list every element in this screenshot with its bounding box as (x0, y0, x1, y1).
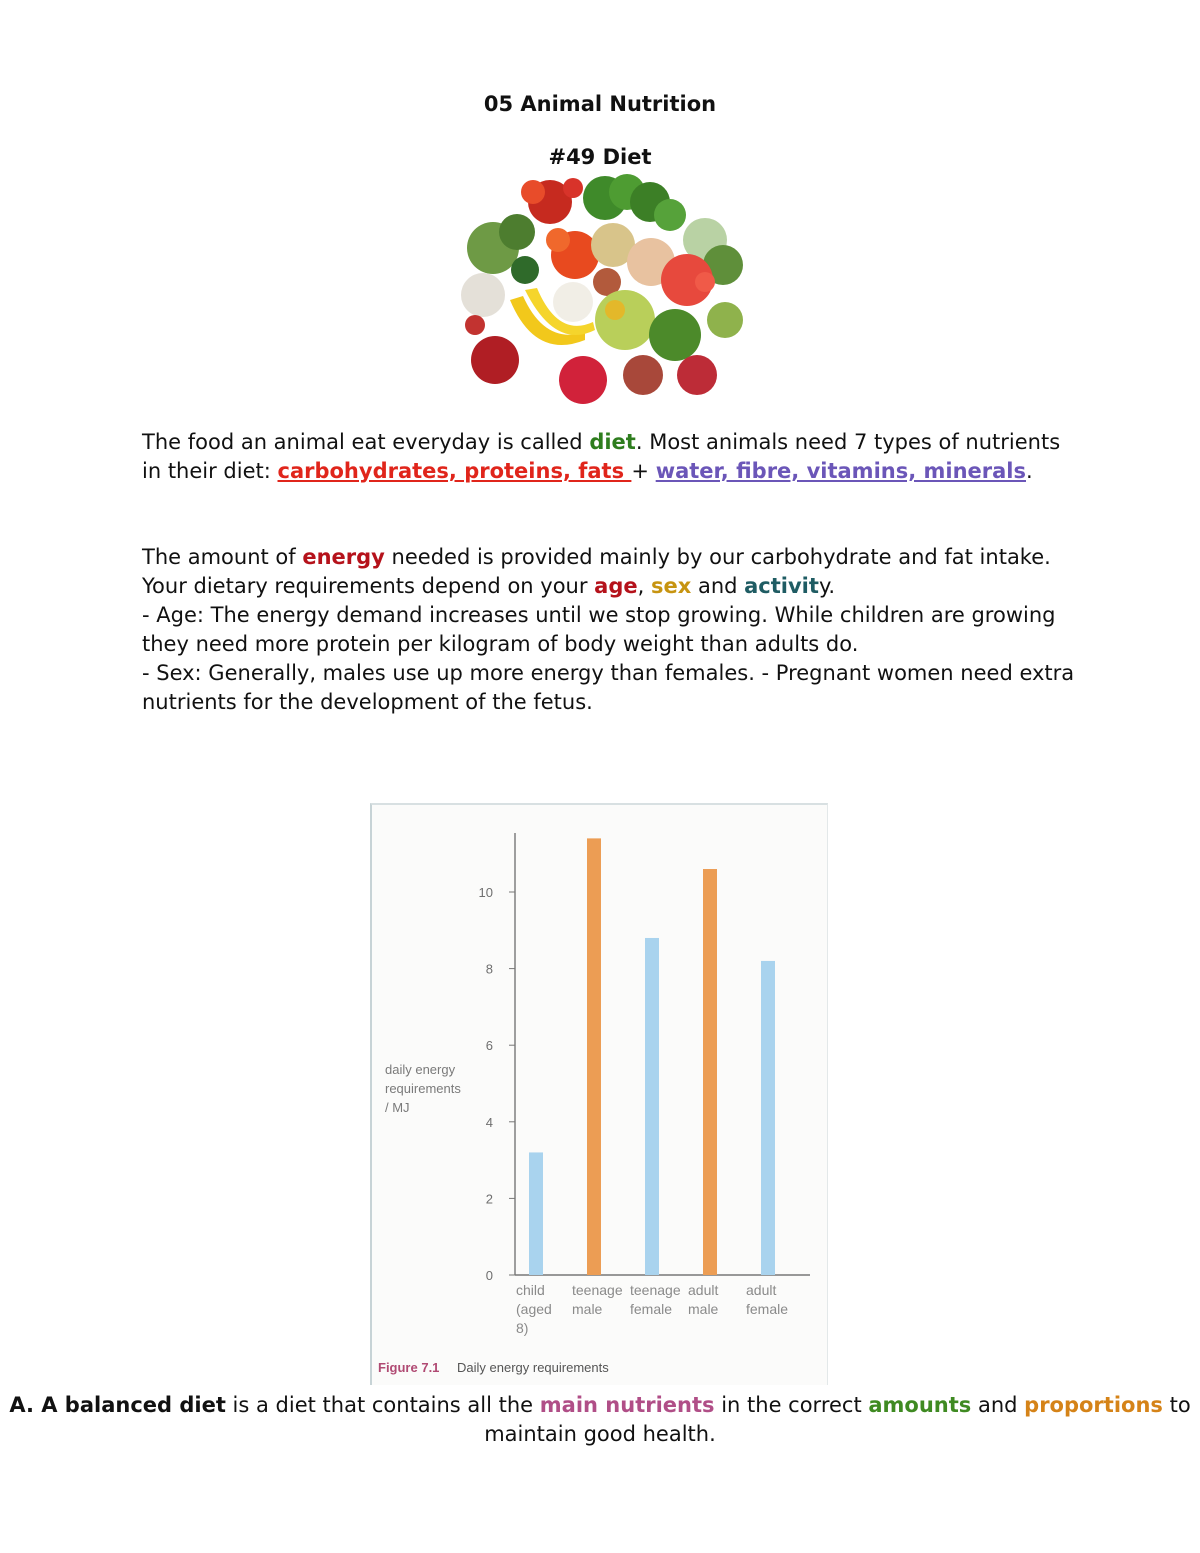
term-energy: energy (302, 545, 385, 569)
food-bowls-illustration (455, 170, 750, 422)
energy-text: The amount of (142, 545, 303, 569)
activity-end: y. (818, 574, 836, 598)
sex-line: - Sex: Generally, males use up more energy than females. - Pregnant women need extra nutrients for the development of the fetus. (142, 661, 1075, 714)
y-tick-label: 4 (485, 1114, 493, 1130)
figure-caption-text: Daily energy requirements (457, 1360, 609, 1375)
bar (703, 869, 717, 1275)
y-tick-label: 8 (485, 961, 493, 977)
intro-text-2: . Most animals need 7 types of nutrients in their diet: (142, 430, 1061, 483)
comma: , (637, 574, 651, 598)
page-subtitle: #49 Diet (548, 145, 652, 169)
bar (587, 838, 601, 1275)
category-label: adult female (746, 1282, 789, 1317)
intro-end: . (1026, 459, 1033, 483)
y-axis-label-line-3: / MJ (385, 1100, 410, 1115)
term-amounts: amounts (868, 1393, 972, 1417)
balanced-and: and (971, 1393, 1025, 1417)
figure-caption-label: Figure 7.1 (378, 1360, 440, 1375)
balanced-text-2: in the correct (714, 1393, 869, 1417)
balanced-text: is a diet that contains all the (225, 1393, 540, 1417)
balanced-text-3: to maintain good health. (484, 1393, 1191, 1446)
term-proportions: proportions (1024, 1393, 1163, 1417)
term-diet: diet (589, 430, 636, 454)
bar (761, 961, 775, 1275)
age-line: - Age: The energy demand increases until we stop growing. While children are growing they need more protein per kilogram of body weight than adults do. (142, 603, 1056, 656)
y-axis-label-line-2: requirements (385, 1081, 461, 1096)
balanced-diet-definition (0, 1391, 1200, 1449)
term-balanced-diet: A. A balanced diet (9, 1393, 226, 1417)
plus-sign: + (631, 459, 656, 483)
intro-paragraph (142, 428, 1082, 486)
y-axis-label-line-1: daily energy (385, 1062, 456, 1077)
term-activity: activit (744, 574, 819, 598)
bar (645, 938, 659, 1275)
intro-text: The food an animal eat everyday is called (142, 430, 590, 454)
bar (529, 1152, 543, 1275)
y-tick-label: 10 (478, 885, 493, 900)
category-label: teenage male (572, 1282, 623, 1317)
term-age: age (594, 574, 638, 598)
y-tick-label: 2 (485, 1191, 493, 1207)
energy-text-2: needed is provided mainly by our carbohydrate and fat intake. Your dietary requirements depend on your (142, 545, 1051, 598)
energy-paragraph (142, 543, 1082, 717)
term-micronutrients: water, fibre, vitamins, minerals (655, 459, 1026, 483)
term-macronutrients: carbohydrates, proteins, fats (277, 459, 632, 483)
and-text: and (691, 574, 745, 598)
term-sex: sex (650, 574, 692, 598)
y-tick-label: 0 (485, 1268, 493, 1283)
category-label: child (aged 8) (516, 1282, 552, 1336)
y-tick-label: 6 (485, 1038, 493, 1054)
category-label: teenage female (630, 1282, 681, 1317)
energy-bar-chart (370, 803, 830, 1388)
category-label: adult male (688, 1282, 719, 1317)
page-title: 05 Animal Nutrition (483, 92, 717, 116)
term-main-nutrients: main nutrients (539, 1393, 715, 1417)
